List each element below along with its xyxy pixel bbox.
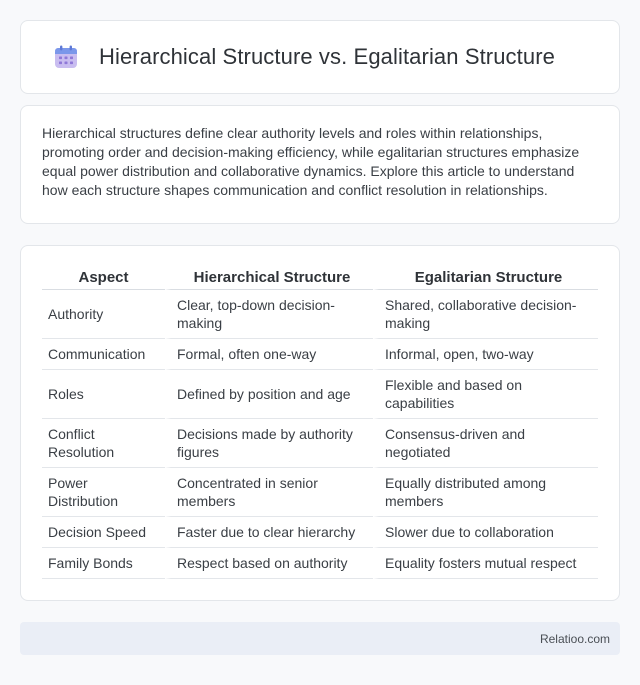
table-row [42,339,598,370]
table-row [42,290,598,339]
hierarchical-cell: Concentrated in senior members [165,468,373,517]
column-header-hierarchical: Hierarchical Structure [165,268,373,290]
table-row [42,468,598,517]
comparison-table [42,268,598,579]
egalitarian-cell: Equally distributed among members [373,468,598,517]
egalitarian-cell: Flexible and based on capabilities [373,370,598,419]
table-row [42,548,598,579]
page-title: Hierarchical Structure vs. Egalitarian Structure [99,44,555,69]
egalitarian-cell: Consensus-driven and negotiated [373,419,598,468]
hierarchical-cell: Formal, often one-way [165,339,373,370]
aspect-cell: Roles [42,370,165,419]
footer-brand[interactable]: Relatioo.com [539,631,610,646]
table-row [42,370,598,419]
hierarchical-cell: Decisions made by authority figures [165,419,373,468]
aspect-cell: Decision Speed [42,517,165,548]
table-header-row [42,268,598,290]
aspect-cell: Communication [42,339,165,370]
comparison-card [20,245,620,601]
intro-paragraph: Hierarchical structures define clear authority levels and roles within relationships, promoting order and decision-making efficiency, while egalitarian structures emphasize equal power distribution and collaborative dynamics. Explore this article to understand how each structure shapes communication and conflict resolution in relationships. [42,125,580,198]
hierarchical-cell: Faster due to clear hierarchy [165,517,373,548]
hierarchical-cell: Defined by position and age [165,370,373,419]
aspect-cell: Power Distribution [42,468,165,517]
table-row [42,517,598,548]
egalitarian-cell: Informal, open, two-way [373,339,598,370]
calendar-icon [53,44,79,70]
egalitarian-cell: Slower due to collaboration [373,517,598,548]
column-header-egalitarian: Egalitarian Structure [373,268,598,290]
intro-card [20,105,620,224]
title-card [20,20,620,94]
aspect-cell: Family Bonds [42,548,165,579]
footer-bar [20,622,620,655]
egalitarian-cell: Shared, collaborative decision-making [373,290,598,339]
hierarchical-cell: Clear, top-down decision-making [165,290,373,339]
aspect-cell: Authority [42,290,165,339]
hierarchical-cell: Respect based on authority [165,548,373,579]
aspect-cell: Conflict Resolution [42,419,165,468]
egalitarian-cell: Equality fosters mutual respect [373,548,598,579]
table-row [42,419,598,468]
column-header-aspect: Aspect [42,268,165,290]
